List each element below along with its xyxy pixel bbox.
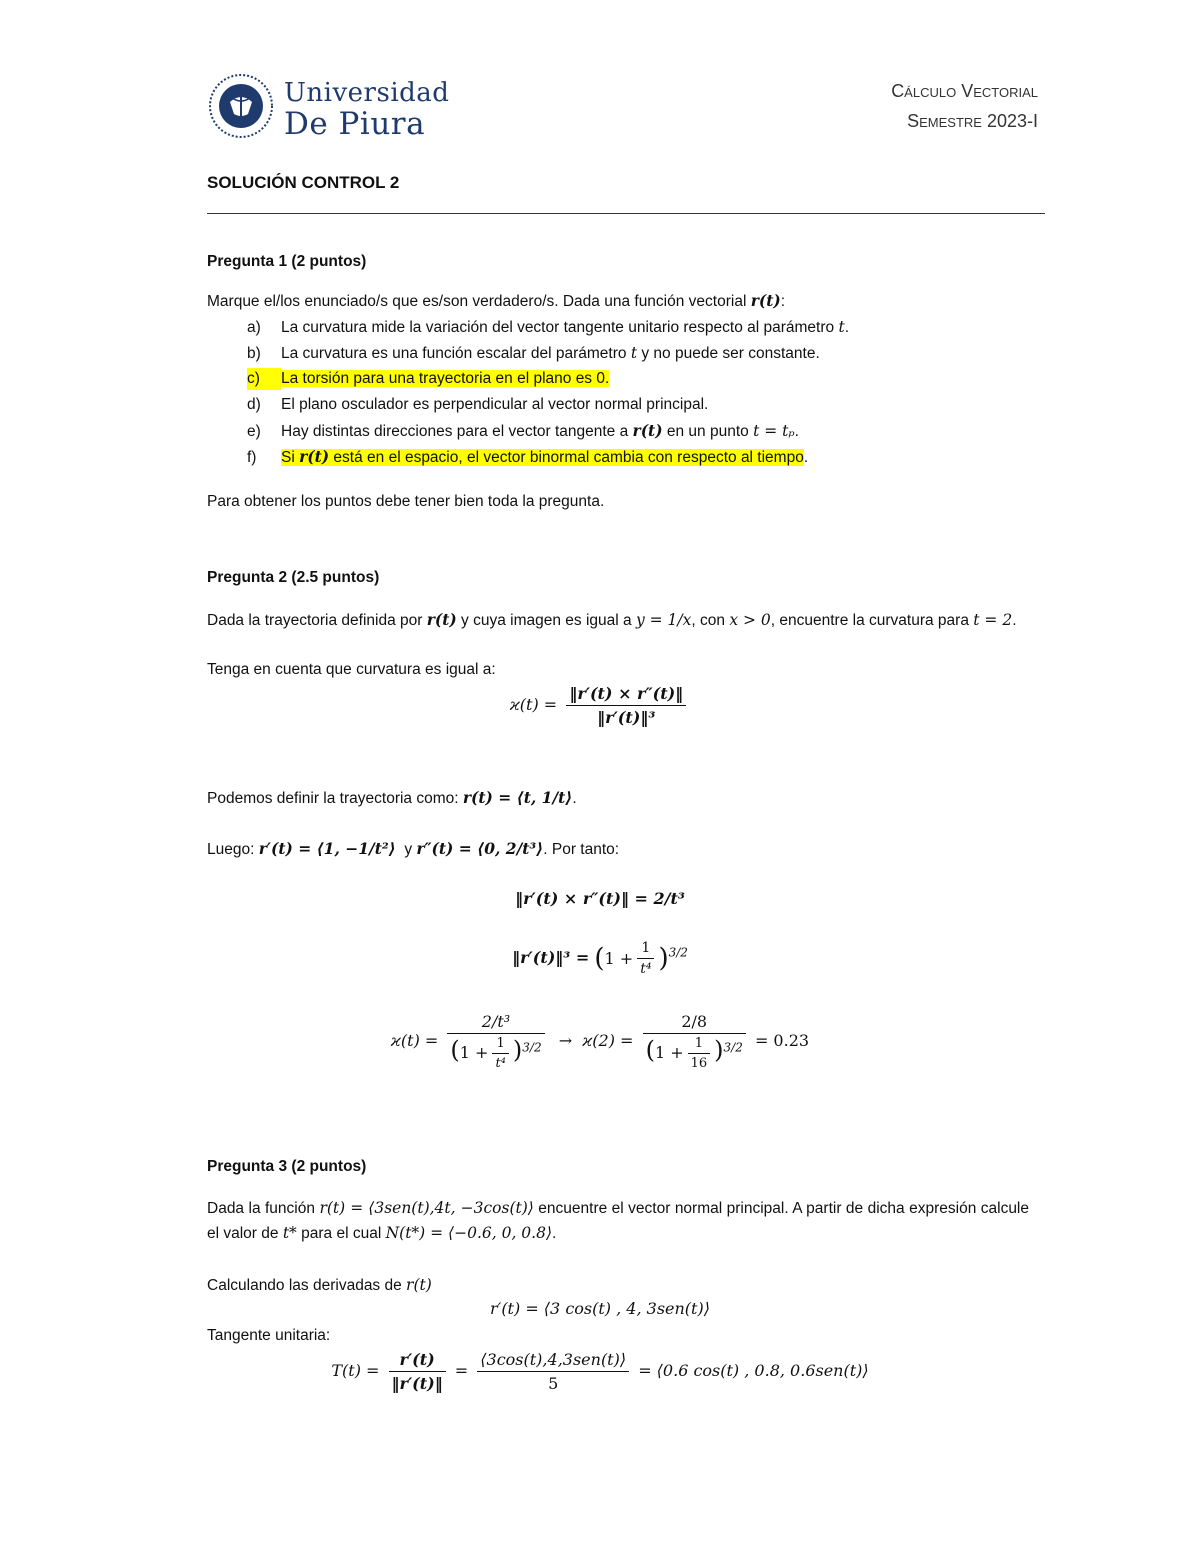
q2-definition: Podemos definir la trayectoria como: r(t) = ⟨t, 1/t⟩. <box>207 788 577 807</box>
logo-line1: Universidad <box>284 78 450 108</box>
q3-heading: Pregunta 3 (2 puntos) <box>207 1158 367 1175</box>
q2-derivatives: Luego: r′(t) = ⟨1, −1/t²⟩ y r″(t) = ⟨0, 2/t³⟩. Por tanto: <box>207 839 620 858</box>
q3-statement: Dada la función r(t) = ⟨3sen(t),4t, −3cos(t)⟩ encuentre el vector normal principal. A partir de dicha expresión calcule el valor de t* para el cual N(t*) = ⟨−0.6, 0, 0.8⟩. <box>207 1199 1030 1242</box>
q1-option-c: c) La torsión para una trayectoria en el plano es 0. <box>247 368 1047 390</box>
document-title: SOLUCIÓN CONTROL 2 <box>207 173 400 192</box>
logo-line2: De Piura <box>284 106 426 142</box>
cross-product-equation: ‖r′(t) × r″(t)‖ = 2/t³ <box>515 889 685 908</box>
university-seal-icon <box>208 62 274 150</box>
course-name: Cálculo Vectorial <box>891 81 1038 101</box>
course-header <box>891 76 1038 136</box>
q1-intro: Marque el/los enunciado/s que es/son verdadero/s. Dada una función vectorial r(t): <box>207 291 786 310</box>
highlighted-answer: Si r(t) está en el espacio, el vector binormal cambia con respecto al tiempo <box>281 447 804 466</box>
q1-intro-math: r(t) <box>750 291 781 310</box>
unit-tangent-equation: T(t) = $\frac{r'(t)}{‖r'(t)‖}$ = $\frac{\text{⟨3cos(t),4,3sen(t)⟩}}{5}$ = ⟨0.6 cos(t) , 0.8, 0.6sen(t)⟩ <box>331 1350 869 1393</box>
university-logo <box>208 62 450 154</box>
curvature-formula: ϰ(t) = $\frac{‖r'(t) \times r''(t)‖}{\text{‖r′(t)‖³}}$ <box>0 684 1200 727</box>
q3-derivative-equation: r′(t) = ⟨3 cos(t) , 4, 3sen(t)⟩ <box>490 1299 710 1318</box>
curvature-result-equation: ϰ(t) = 2/t³ (1 + $\frac{1}{\text{t⁴}}$ )$^{3/2}$ → ϰ(2) = 2/8 (1 + $\frac{1}{16}$ )$^{3/2}$ = 0.23 <box>390 1012 810 1071</box>
title-divider <box>207 213 1045 214</box>
q3-tangent-label: Tangente unitaria: <box>207 1327 331 1344</box>
semester: Semestre 2023-I <box>907 111 1038 131</box>
highlighted-answer: La torsión para una trayectoria en el plano es 0. <box>281 370 610 387</box>
q1-option-d: d) El plano osculador es perpendicular al vector normal principal. <box>247 396 709 413</box>
q1-option-a: a) La curvatura mide la variación del vector tangente unitario respecto al parámetro t. <box>247 318 849 336</box>
q1-heading: Pregunta 1 (2 puntos) <box>207 253 367 270</box>
q1-option-f: f) Si r(t) está en el espacio, el vector binormal cambia con respecto al tiempo. <box>247 447 809 466</box>
q1-note: Para obtener los puntos debe tener bien toda la pregunta. <box>207 493 605 510</box>
q3-derivatives-intro: Calculando las derivadas de r(t) <box>207 1276 432 1294</box>
norm-equation: ‖r′(t)‖³ = (1 + $\frac{1}{\text{t⁴}}$ )$^{3/2}$ <box>512 940 688 977</box>
q1-option-e: e) Hay distintas direcciones para el vector tangente a r(t) en un punto t = tₚ. <box>247 421 799 440</box>
q1-option-b: b) La curvatura es una función escalar del parámetro t y no puede ser constante. <box>247 344 820 362</box>
q2-hint: Tenga en cuenta que curvatura es igual a: <box>207 661 496 678</box>
q2-statement: Dada la trayectoria definida por r(t) y cuya imagen es igual a y = 1/x, con x > 0, encuentre la curvatura para t = 2. <box>207 610 1017 629</box>
q2-heading: Pregunta 2 (2.5 puntos) <box>207 569 380 586</box>
